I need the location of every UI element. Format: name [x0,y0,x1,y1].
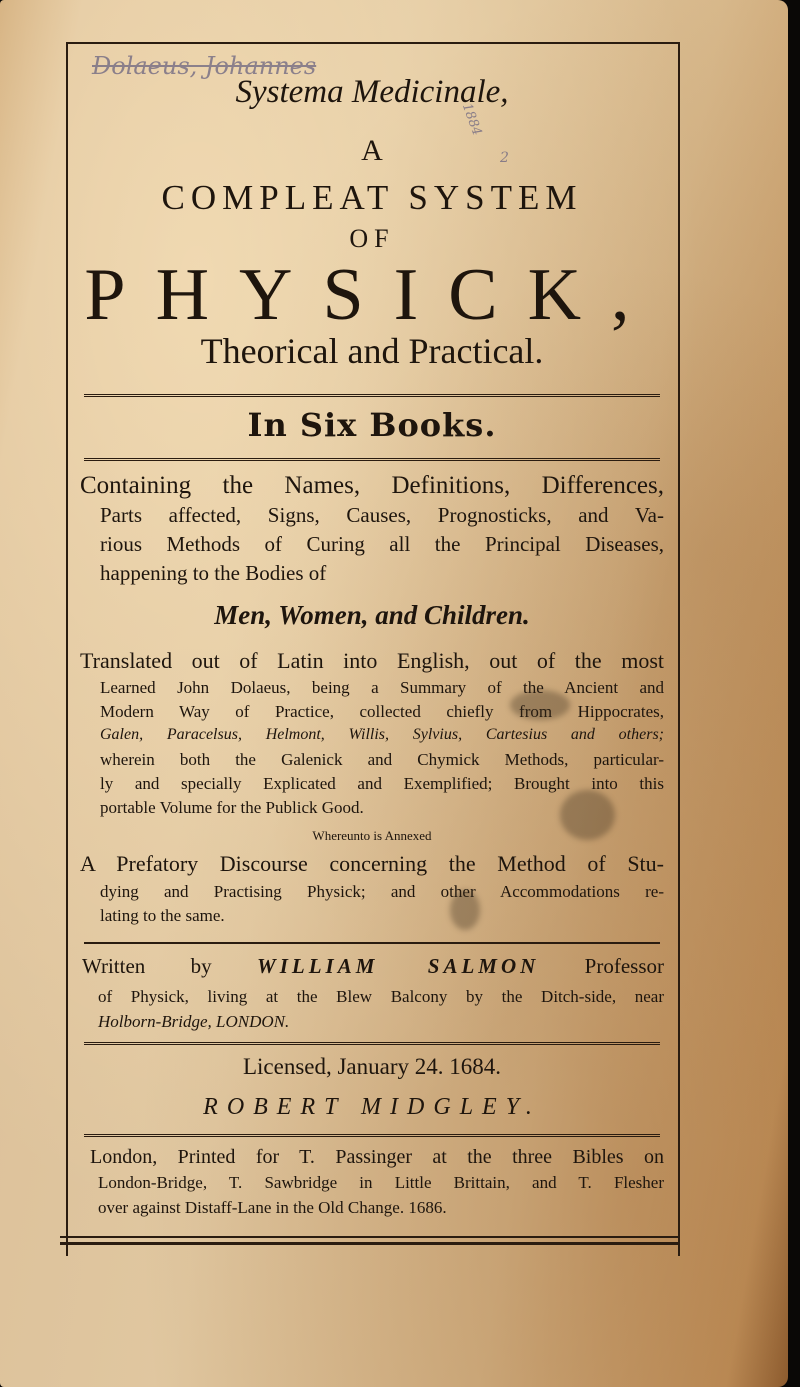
annexed-line: Whereunto is Annexed [312,828,432,843]
divider [84,1134,660,1141]
licensed-line: Licensed, January 24. 1684. [242,1054,502,1079]
ink-stain [450,890,480,930]
bottom-rule [60,1236,680,1238]
licenser-name: ROBERT MIDGLEY. [203,1094,541,1120]
translated-line-7: portable Volume for the Publick Good. [100,798,364,817]
divider [84,1042,660,1049]
title-theorical-practical: Theorical and Practical. [200,331,544,371]
divider [84,394,660,401]
ink-stain [560,790,615,840]
divider [84,942,660,944]
translated-line-1: Translated out of Latin into English, out of the most [80,648,664,673]
imprint-line-2: London-Bridge, T. Sawbridge in Little Brittain, and T. Flesher [98,1173,664,1192]
divider [84,458,660,465]
author-line-3: Holborn-Bridge, LONDON. [98,1012,290,1031]
author-title: Professor [584,954,664,978]
translated-line-5: wherein both the Galenick and Chymick Methods, particular- [100,750,664,769]
imprint-line-3: over against Distaff-Lane in the Old Change. 1686. [98,1198,447,1217]
title-of: OF [349,224,395,253]
persons-line: Men, Women, and Children. [214,600,530,630]
manuscript-shelfmark: 1884 [458,101,485,138]
prefatory-line-2: dying and Practising Physick; and other Accommodations re- [100,882,664,901]
containing-line-2: Parts affected, Signs, Causes, Prognosticks, and Va- [100,503,664,527]
author-name: WILLIAM SALMON [257,954,540,978]
bottom-rule [60,1242,680,1245]
translated-line-3: Modern Way of Practice, collected chiefly from Hippocrates, [100,702,664,721]
containing-line-3: rious Methods of Curing all the Principal Diseases, [100,532,664,556]
title-a: A [361,134,383,167]
author-line-1 [82,954,664,979]
manuscript-mark: 2 [500,150,509,166]
prefatory-line-3: lating to the same. [100,906,225,925]
ink-stain [510,690,570,720]
containing-line-1: Containing the Names, Definitions, Differences, [80,472,664,499]
title-compleat-system: COMPLEAT SYSTEM [161,178,583,217]
translated-line-2: Learned John Dolaeus, being a Summary of the Ancient and [100,678,664,697]
imprint-line-1: London, Printed for T. Passinger at the three Bibles on [90,1146,664,1168]
containing-line-4: happening to the Bodies of [100,561,327,585]
written-by: Written by [82,954,212,978]
translated-line-6: ly and specially Explicated and Exemplified; Brought into this [100,774,664,793]
manuscript-signature: Dolaeus, Johannes [92,52,317,80]
translated-line-4: Galen, Paracelsus, Helmont, Willis, Sylvius, Cartesius and others; [100,726,664,743]
author-line-2: of Physick, living at the Blew Balcony by the Ditch-side, near [98,987,664,1006]
prefatory-line-1: A Prefatory Discourse concerning the Method of Stu- [80,851,664,876]
title-physick: PHYSICK, [84,254,660,336]
six-books-heading: In Six Books. [247,406,497,444]
latin-title: Systema Medicinale, [235,74,509,110]
